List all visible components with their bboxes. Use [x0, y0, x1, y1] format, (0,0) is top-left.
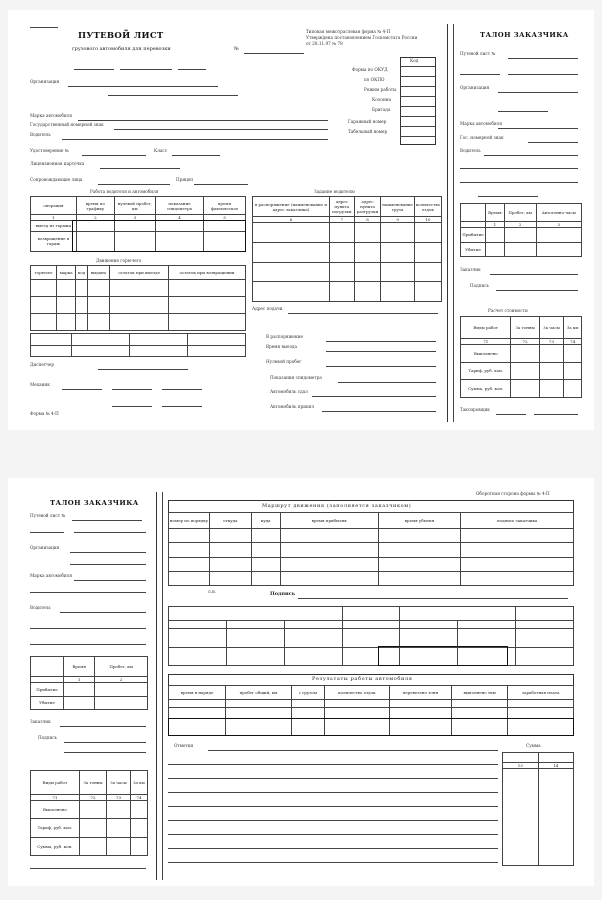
organization-label: Организация: [30, 79, 60, 84]
personnel-number-label: Табельный номер: [348, 129, 388, 134]
fuel-header: код: [76, 266, 88, 280]
mid-table: [168, 606, 574, 666]
work-header-speedometer: показание спидометра: [155, 197, 203, 215]
license-label: Удостоверение №: [30, 148, 69, 153]
mechanic-signature[interactable]: [62, 389, 102, 390]
garage-number-label: Гаражный номер: [348, 119, 387, 124]
corner-rule: [30, 27, 58, 28]
task-header-trips: количество ездок: [414, 197, 441, 217]
work-row-out: выезд из гаража: [31, 221, 77, 232]
sum-box-caption: Сумма: [526, 743, 541, 748]
stub-label-org: Организация: [460, 85, 490, 90]
route-title: Маршрут движения (заполняется заказчиком): [262, 503, 412, 509]
task-header-load: адрес пункта погрузки: [330, 197, 355, 217]
dispatcher-signature[interactable]: [98, 369, 188, 370]
time-of-arrival-label: Время выезда: [266, 344, 297, 349]
form-subtitle: грузового автомобиля для перевозки: [72, 46, 171, 52]
work-num: 4: [155, 215, 203, 221]
back-stub-label-sign: Подпись: [38, 735, 57, 740]
fuel-subtable: [30, 333, 246, 357]
results-table: время в наряде пробег общий, км с грузом количество ездок перевезено тонн выполнено ткм заработная плата: [168, 685, 574, 736]
license-card-label: Лицензионная карточка: [30, 161, 85, 166]
work-num: 5: [204, 215, 246, 221]
vehicle-handed-signature[interactable]: [312, 396, 436, 397]
codes-label: Код: [410, 58, 419, 63]
mid-highlight: [378, 646, 508, 666]
fuel-header: выдано: [87, 266, 110, 280]
vehicle-handed-label: Автомобиль сдал: [270, 389, 308, 394]
okpo-label: по ОКПО: [364, 77, 385, 82]
back-stub-label-brand: Марка автомобиля: [30, 573, 72, 578]
address-label: Адрес подачи: [252, 306, 283, 311]
work-header-operation: операция: [31, 197, 77, 215]
escorts-label: Сопровождающие лица: [30, 177, 83, 182]
stub-label-driver: Водитель: [460, 148, 481, 153]
dispatcher-label: Диспетчер: [30, 362, 55, 367]
work-table-highlight: [72, 220, 246, 252]
driver-field[interactable]: [62, 139, 328, 140]
stub-calc-table: Виды работ За тонны За часы За км 71 72 73 74 Выполнено Тариф, руб. коп. Сумма, руб. коп.: [460, 316, 582, 398]
column-label: Колонна: [372, 97, 392, 102]
back-perforation-line: [156, 492, 157, 880]
escorts-field[interactable]: [98, 184, 170, 185]
fuel-header: горючее: [31, 266, 57, 280]
work-header-zero-run: нулевой пробег, км: [114, 197, 155, 215]
trailer-label: Прицеп: [176, 177, 194, 182]
work-num: 3: [114, 215, 155, 221]
back-stub-time-table: Время Пробег, км 1 2 Прибытие Убытие: [30, 656, 148, 710]
stub-time-table: Время Пробег, км Автотонно-часы 1 2 3 Прибытие Убытие: [460, 203, 582, 257]
stub-label-sheet: Путевой лист №: [460, 51, 496, 56]
back-stub-label-customer: Заказчик: [30, 719, 51, 724]
back-stub-calc-table: Виды работ За тонны За часы За км 71 72 73 74 Выполнено Тариф, руб. коп. Сумма, руб. коп.: [30, 770, 148, 856]
organization-field[interactable]: [68, 86, 218, 87]
task-header-cargo: наименование груза: [381, 197, 414, 217]
travel-sheet-back: [8, 478, 594, 886]
stub-tax-label: Таксировщик: [460, 407, 490, 412]
back-stub-label-org: Организация: [30, 545, 60, 550]
license-field[interactable]: [82, 155, 146, 156]
notes-label: Отметки: [174, 743, 194, 748]
perforation-line: [447, 24, 448, 422]
stub-label-customer: Заказчик: [460, 267, 481, 272]
work-num: 2: [76, 215, 114, 221]
reg-number-label: Государственный номерной знак: [30, 122, 104, 127]
form-title: ПУТЕВОЙ ЛИСТ: [78, 31, 164, 41]
fuel-table: [30, 265, 246, 331]
number-line[interactable]: [244, 53, 304, 54]
stub-label-reg: Гос. номерной знак: [460, 135, 504, 140]
codes-box: [400, 57, 436, 145]
speedometer-label: Показания спидометра: [270, 375, 322, 380]
header-right-line-3: от 28.11.97 № 78: [306, 41, 343, 46]
mechanic-label: Механик: [30, 382, 50, 387]
stub-label-sign: Подпись: [470, 283, 489, 288]
work-header-schedule: время по графику: [76, 197, 114, 215]
stub-calc-caption: Расчет стоимости: [488, 308, 528, 313]
sum-box-table: 13 14: [502, 752, 574, 866]
mid-sub-label: л.н.: [208, 589, 217, 594]
form-okud-label: Форма по ОКУД: [352, 67, 388, 72]
task-header-customer: в распоряжение (наименование и адрес заказчика): [253, 197, 330, 217]
class-label: Класс: [154, 148, 168, 153]
driver-label: Водитель: [30, 132, 51, 137]
vehicle-brand-label: Марка автомобиля: [30, 113, 72, 118]
task-header-unload: адрес пункта разгрузки: [354, 197, 381, 217]
form-code-footer: Форма № 4-П: [30, 411, 59, 416]
mid-label: Подпись: [270, 591, 296, 597]
stub-label-brand: Марка автомобиля: [460, 121, 502, 126]
route-table: номер по порядку откуда куда время прибытия время убытия подпись заказчика: [168, 512, 574, 586]
number-sign: №: [234, 46, 239, 52]
zero-run-label: Нулевой пробег: [266, 359, 302, 364]
task-table: в распоряжение (наименование и адрес заказчика) адрес пункта погрузки адрес пункта разгрузки наименование груза количество ездок 6 7 8 9 10: [252, 196, 442, 302]
work-num: 1: [31, 215, 77, 221]
vehicle-accepted-label: Автомобиль принял: [270, 404, 315, 409]
fuel-table-caption: Движение горючего: [96, 258, 142, 263]
disposal-label: В распоряжение: [266, 334, 303, 339]
brigade-label: Бригада: [372, 107, 391, 112]
task-table-caption: Задание водителю: [314, 189, 355, 194]
work-header-actual: время фактическое: [204, 197, 246, 215]
reg-number-field[interactable]: [114, 129, 328, 130]
travel-sheet-front: [8, 10, 594, 430]
stub-title: ТАЛОН ЗАКАЗЧИКА: [480, 31, 569, 39]
work-row-return: возвращение в гараж: [31, 231, 77, 251]
results-highlight: [168, 718, 574, 736]
fuel-header: остаток при возвращении: [168, 266, 245, 280]
fuel-header: остаток при выезде: [110, 266, 169, 280]
header-right-line-2: Утверждена постановлением Госкомстата России: [306, 35, 418, 40]
fuel-header: марка: [57, 266, 76, 280]
back-stub-label-sheet: Путевой лист №: [30, 513, 66, 518]
vehicle-accepted-signature[interactable]: [322, 411, 436, 412]
back-stub-label-driver: Водитель: [30, 605, 51, 610]
back-stub-title: ТАЛОН ЗАКАЗЧИКА: [50, 499, 139, 507]
address-field[interactable]: [288, 313, 438, 314]
work-mode-label: Режим работы: [364, 87, 397, 92]
results-title: Результаты работы автомобиля: [312, 676, 413, 682]
work-table-caption: Работа водителя и автомобиля: [90, 189, 159, 194]
header-right-line-1: Типовая межотраслевая форма № 4-П: [306, 29, 391, 34]
route-right-note: Оборотная сторона формы № 4-П: [476, 491, 550, 496]
vehicle-brand-field[interactable]: [78, 120, 328, 121]
